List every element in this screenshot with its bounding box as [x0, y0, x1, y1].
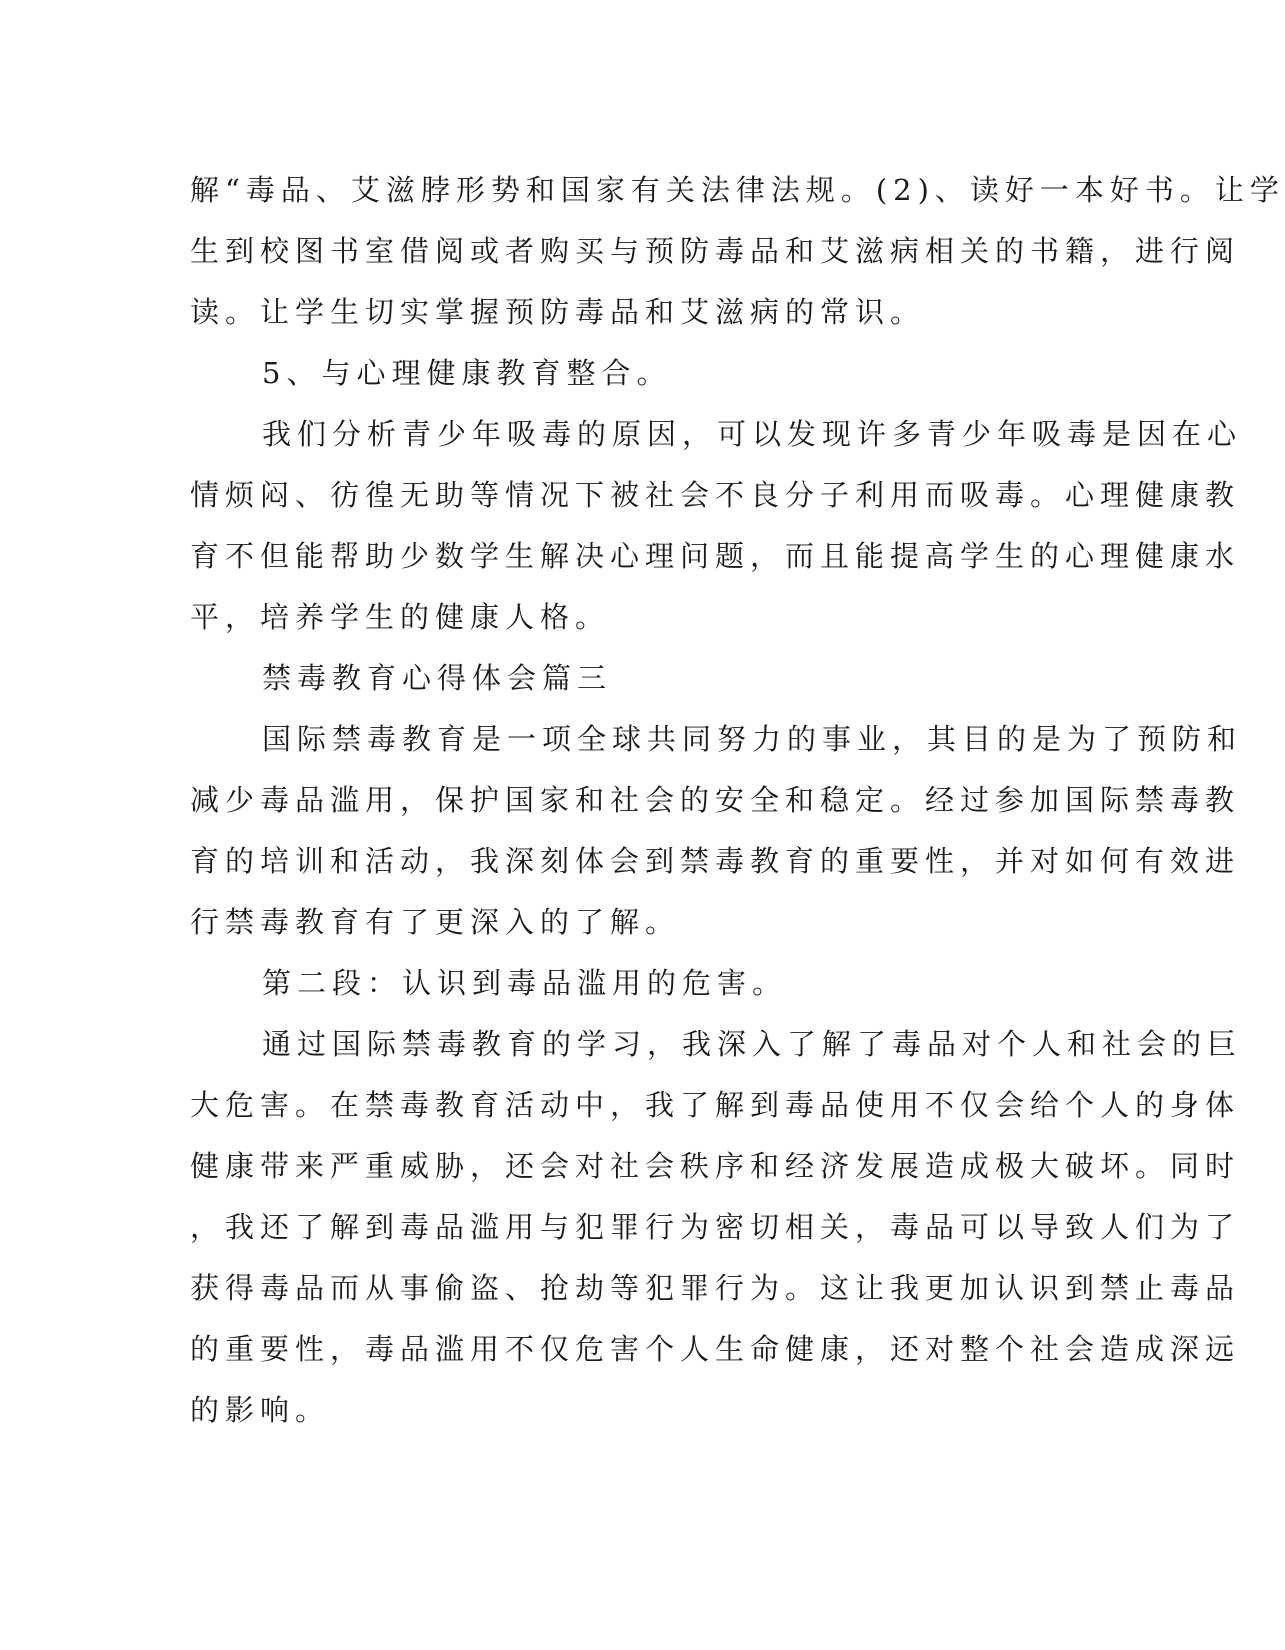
text-line: 我们分析青少年吸毒的原因，可以发现许多青少年吸毒是因在心: [262, 417, 1243, 451]
body-text: [190, 160, 1285, 1441]
section-heading: 第二段：认识到毒品滥用的危害。: [262, 966, 788, 1000]
text-line: 大危害。在禁毒教育活动中，我了解到毒品使用不仅会给个人的身体: [190, 1088, 1241, 1122]
text-line: 育的培训和活动，我深刻体会到禁毒教育的重要性，并对如何有效进: [190, 844, 1241, 878]
text-line: 情烦闷、彷徨无助等情况下被社会不良分子利用而吸毒。心理健康教: [190, 478, 1241, 512]
text-line: 获得毒品而从事偷盗、抢劫等犯罪行为。这让我更加认识到禁止毒品: [190, 1271, 1241, 1305]
text-line: 行禁毒教育有了更深入的了解。: [190, 905, 681, 939]
text-line: 国际禁毒教育是一项全球共同努力的事业，其目的是为了预防和: [262, 722, 1243, 756]
section-heading: 5、与心理健康教育整合。: [262, 356, 672, 390]
text-line: 读。让学生切实掌握预防毒品和艾滋病的常识。: [190, 295, 926, 329]
text-line: 平，培养学生的健康人格。: [190, 600, 611, 634]
text-line: 健康带来严重威胁，还会对社会秩序和经济发展造成极大破坏。同时: [190, 1149, 1241, 1183]
text-line: 解“毒品、艾滋脖形势和国家有关法律法规。(2)、读好一本好书。让学: [190, 173, 1285, 207]
text-line: 的重要性，毒品滥用不仅危害个人生命健康，还对整个社会造成深远: [190, 1332, 1241, 1366]
text-line: 通过国际禁毒教育的学习，我深入了解了毒品对个人和社会的巨: [262, 1027, 1243, 1061]
text-line: 减少毒品滥用，保护国家和社会的安全和稳定。经过参加国际禁毒教: [190, 783, 1241, 817]
text-line: 生到校图书室借阅或者购买与预防毒品和艾滋病相关的书籍，进行阅: [190, 234, 1241, 268]
text-line: 育不但能帮助少数学生解决心理问题，而且能提高学生的心理健康水: [190, 539, 1241, 573]
text-line: 的影响。: [190, 1393, 331, 1427]
article-heading: 禁毒教育心得体会篇三: [262, 661, 613, 695]
text-line: ，我还了解到毒品滥用与犯罪行为密切相关，毒品可以导致人们为了: [190, 1210, 1241, 1244]
